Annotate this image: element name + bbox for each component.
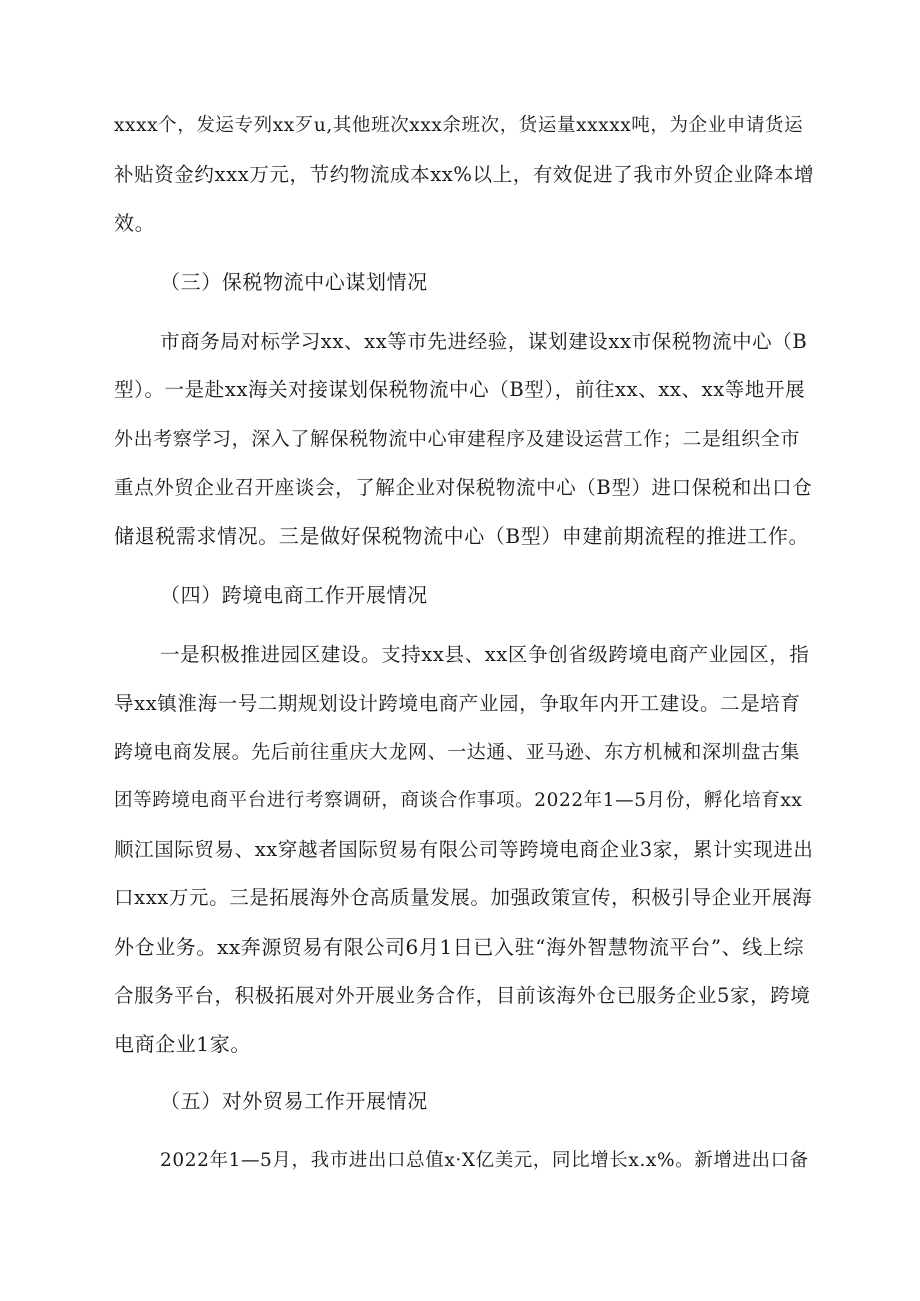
text-line: 导xx镇淮海一号二期规划设计跨境电商产业园，争取年内开工建设。二是培育 [114, 692, 801, 715]
text-line: 市商务局对标学习xx、xx等市先进经验，谋划建设xx市保税物流中心（B [160, 330, 808, 353]
text-line: 补贴资金约xxx万元，节约物流成本xx%以上，有效促进了我市外贸企业降本增 [114, 163, 815, 186]
text-line: xxxx个，发运专列xx歹u,其他班次xxx余班次，货运量xxxxx吨，为企业申请货运 [114, 115, 804, 136]
text-line: 团等跨境电商平台进行考察调研，商谈合作事项。2022年1—5月份，孵化培育xx [114, 790, 803, 811]
text-line: 一是积极推进园区建设。支持xx县、xx区争创省级跨境电商产业园区，指 [160, 643, 810, 666]
text-line: 顺江国际贸易、xx穿越者国际贸易有限公司等跨境电商企业3家，累计实现进出 [114, 838, 814, 861]
text-line: 口xxx万元。三是拓展海外仓高质量发展。加强政策宣传，积极引导企业开展海 [114, 886, 813, 909]
text-line: 外出考察学习，深入了解保税物流中心审建程序及建设运营工作；二是组织全市 [114, 428, 801, 450]
text-line: 合服务平台，积极拓展对外开展业务合作，目前该海外仓已服务企业5家，跨境 [114, 984, 811, 1007]
text-line: 重点外贸企业召开座谈会，了解企业对保税物流中心（B型）进口保税和出口仓 [114, 476, 813, 499]
section-heading: （五）对外贸易工作开展情况 [160, 1089, 428, 1113]
text-line: 储退税需求情况。三是做好保税物流中心（B型）申建前期流程的推进工作。 [114, 524, 810, 548]
text-line: 跨境电商发展。先后前往重庆大龙网、一达通、亚马逊、东方机械和深圳盘古集 [114, 741, 801, 763]
text-line: 电商企业1家。 [114, 1032, 251, 1056]
text-line: 外仓业务。xx奔源贸易有限公司6月1日已入驻“海外智慧物流平台”、线上综 [114, 935, 805, 959]
text-line: 型）。一是赴xx海关对接谋划保税物流中心（B型），前往xx、xx、xx等地开展 [114, 378, 806, 401]
section-heading: （四）跨境电商工作开展情况 [160, 583, 428, 607]
text-line: 效。 [114, 211, 156, 235]
text-line: 2022年1—5月，我市进出口总值x·X亿美元，同比增长x.x%。新增进出口备 [160, 1150, 809, 1171]
section-heading: （三）保税物流中心谋划情况 [160, 270, 428, 294]
